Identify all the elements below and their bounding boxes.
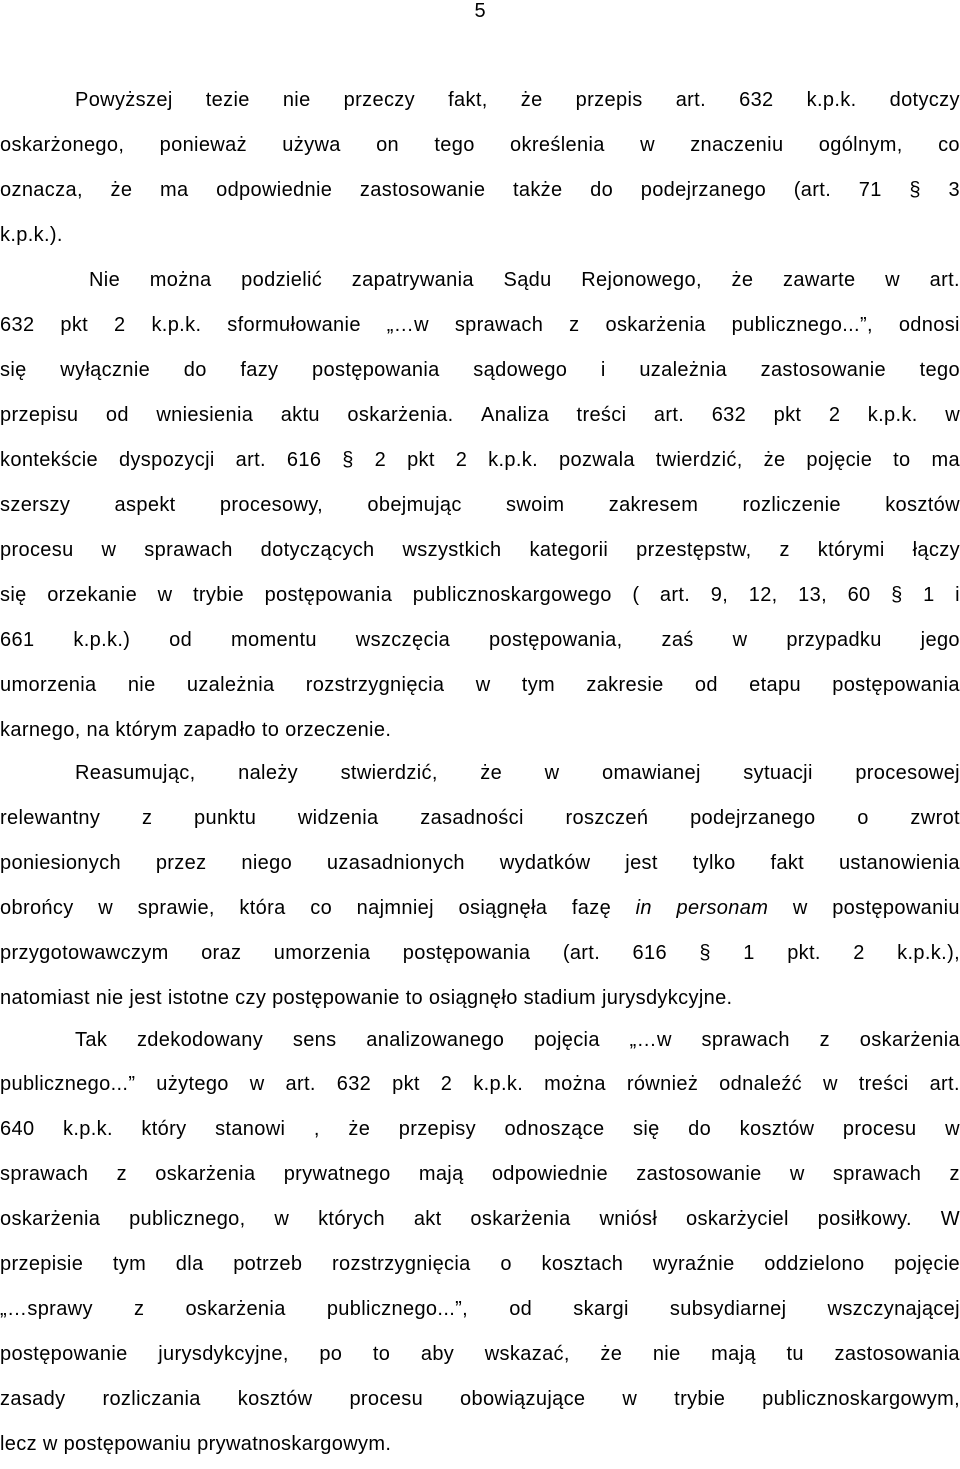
text-line: się wyłącznie do fazy postępowania sądowego i uzależnia zastosowanie tego <box>0 359 960 381</box>
text-line: Reasumując, należy stwierdzić, że w omawianej sytuacji procesowej <box>75 762 960 784</box>
text-line: zasady rozliczania kosztów procesu obowiązujące w trybie publicznoskargowym, <box>0 1388 960 1410</box>
text-line: oznacza, że ma odpowiednie zastosowanie także do podejrzanego (art. 71 § 3 <box>0 179 960 201</box>
text-line: poniesionych przez niego uzasadnionych wydatków jest tylko fakt ustanowienia <box>0 852 960 874</box>
text-line: przepisie tym dla potrzeb rozstrzygnięcia o kosztach wyraźnie oddzielono pojęcie <box>0 1253 960 1275</box>
text-line: obrońcy w sprawie, która co najmniej osiągnęła fazę in personam w postępowaniu <box>0 897 960 919</box>
text-line: lecz w postępowaniu prywatnoskargowym. <box>0 1433 392 1455</box>
text-line: relewantny z punktu widzenia zasadności roszczeń podejrzanego o zwrot <box>0 807 960 829</box>
page-number: 5 <box>474 0 486 22</box>
text-line: procesu w sprawach dotyczących wszystkich kategorii przestępstw, z którymi łączy <box>0 539 960 561</box>
text-line: się orzekanie w trybie postępowania publicznoskargowego ( art. 9, 12, 13, 60 § 1 i <box>0 584 960 606</box>
text-line: 661 k.p.k.) od momentu wszczęcia postępowania, zaś w przypadku jego <box>0 629 960 651</box>
text-line: „…sprawy z oskarżenia publicznego...”, od skargi subsydiarnej wszczynającej <box>0 1298 960 1320</box>
text-line: postępowanie jurysdykcyjne, po to aby wskazać, że nie mają tu zastosowania <box>0 1343 960 1365</box>
text-line: publicznego...” użytego w art. 632 pkt 2 k.p.k. można również odnaleźć w treści art. <box>0 1073 960 1095</box>
text-line: karnego, na którym zapadło to orzeczenie. <box>0 719 392 741</box>
text-line: oskarżonego, ponieważ używa on tego określenia w znaczeniu ogólnym, co <box>0 134 960 156</box>
text-line: 640 k.p.k. który stanowi , że przepisy odnoszące się do kosztów procesu w <box>0 1118 960 1140</box>
text-line: szerszy aspekt procesowy, obejmując swoim zakresem rozliczenie kosztów <box>0 494 960 516</box>
text-line: natomiast nie jest istotne czy postępowanie to osiągnęło stadium jurysdykcyjne. <box>0 987 733 1009</box>
text-line: przepisu od wniesienia aktu oskarżenia. Analiza treści art. 632 pkt 2 k.p.k. w <box>0 404 960 426</box>
text-line: sprawach z oskarżenia prywatnego mają odpowiednie zastosowanie w sprawach z <box>0 1163 960 1185</box>
text-line: 632 pkt 2 k.p.k. sformułowanie „…w sprawach z oskarżenia publicznego...”, odnosi <box>0 314 960 336</box>
text-line: Tak zdekodowany sens analizowanego pojęcia „…w sprawach z oskarżenia <box>75 1029 960 1051</box>
text-line: Nie można podzielić zapatrywania Sądu Rejonowego, że zawarte w art. <box>89 269 960 291</box>
text-line: przygotowawczym oraz umorzenia postępowania (art. 616 § 1 pkt. 2 k.p.k.), <box>0 942 960 964</box>
text-line: umorzenia nie uzależnia rozstrzygnięcia w tym zakresie od etapu postępowania <box>0 674 960 696</box>
text-line: k.p.k.). <box>0 224 63 246</box>
text-line: oskarżenia publicznego, w których akt oskarżenia wniósł oskarżyciel posiłkowy. W <box>0 1208 960 1230</box>
text-line: Powyższej tezie nie przeczy fakt, że przepis art. 632 k.p.k. dotyczy <box>75 89 960 111</box>
text-line: kontekście dyspozycji art. 616 § 2 pkt 2 k.p.k. pozwala twierdzić, że pojęcie to ma <box>0 449 960 471</box>
